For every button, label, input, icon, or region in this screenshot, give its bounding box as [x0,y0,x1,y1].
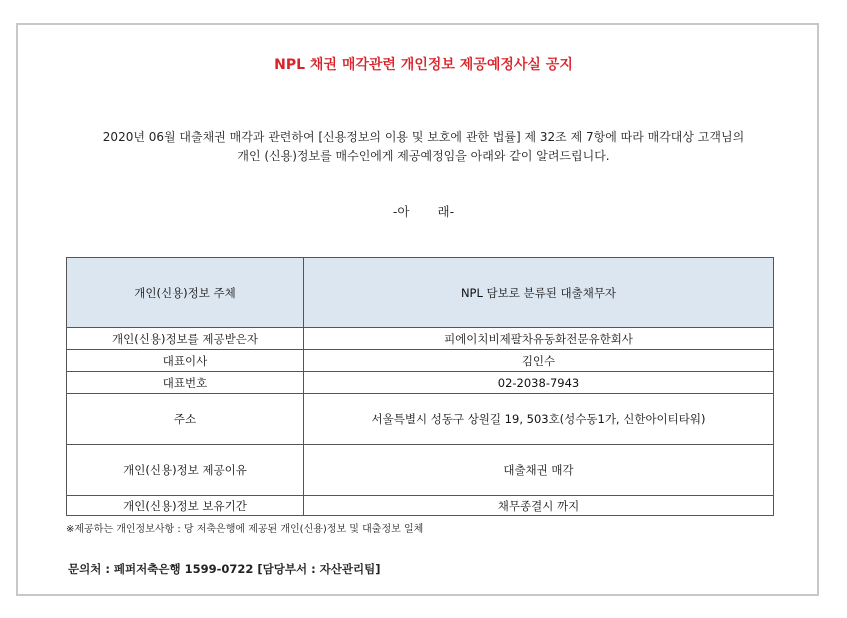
row-value: 피에이치비제팔차유동화전문유한회사 [304,328,774,350]
footnote: ※제공하는 개인정보사항 : 당 저축은행에 제공된 개인(신용)정보 및 대출정보 일체 [66,524,424,535]
row-value: NPL 담보로 분류된 대출채무자 [304,258,774,328]
table-row [67,394,774,445]
notice-intro [30,128,817,166]
row-label: 개인(신용)정보를 제공받은자 [67,328,304,350]
row-label: 개인(신용)정보 제공이유 [67,445,304,496]
table-row [67,258,774,328]
intro-line-1: 2020년 06월 대출채권 매각과 관련하여 [신용정보의 이용 및 보호에 관한 법률] 제 32조 제 7항에 따라 매각대상 고객님의 [102,130,745,144]
ah-left: -아 [392,204,410,219]
table-row [67,350,774,372]
info-table [66,257,774,516]
notice-title: NPL 채권 매각관련 개인정보 제공예정사실 공지 [274,57,573,73]
contact-info: 문의처 : 페퍼저축은행 1599-0722 [담당부서 : 자산관리팀] [68,562,381,576]
ah-rae-heading [0,202,847,220]
table-row [67,496,774,516]
row-label: 대표이사 [67,350,304,372]
row-label: 개인(신용)정보 주체 [67,258,304,328]
row-label: 주소 [67,394,304,445]
ah-right: 래- [437,204,455,219]
row-value: 대출채권 매각 [304,445,774,496]
row-value: 서울특별시 성동구 상원길 19, 503호(성수동1가, 신한아이티타워) [304,394,774,445]
row-value: 김인수 [304,350,774,372]
table-row [67,372,774,394]
intro-line-2: 개인 (신용)정보를 매수인에게 제공예정임을 아래와 같이 알려드립니다. [237,149,610,163]
row-value: 02-2038-7943 [304,372,774,394]
row-value: 채무종결시 까지 [304,496,774,516]
table-row [67,328,774,350]
row-label: 개인(신용)정보 보유기간 [67,496,304,516]
row-label: 대표번호 [67,372,304,394]
table-row [67,445,774,496]
